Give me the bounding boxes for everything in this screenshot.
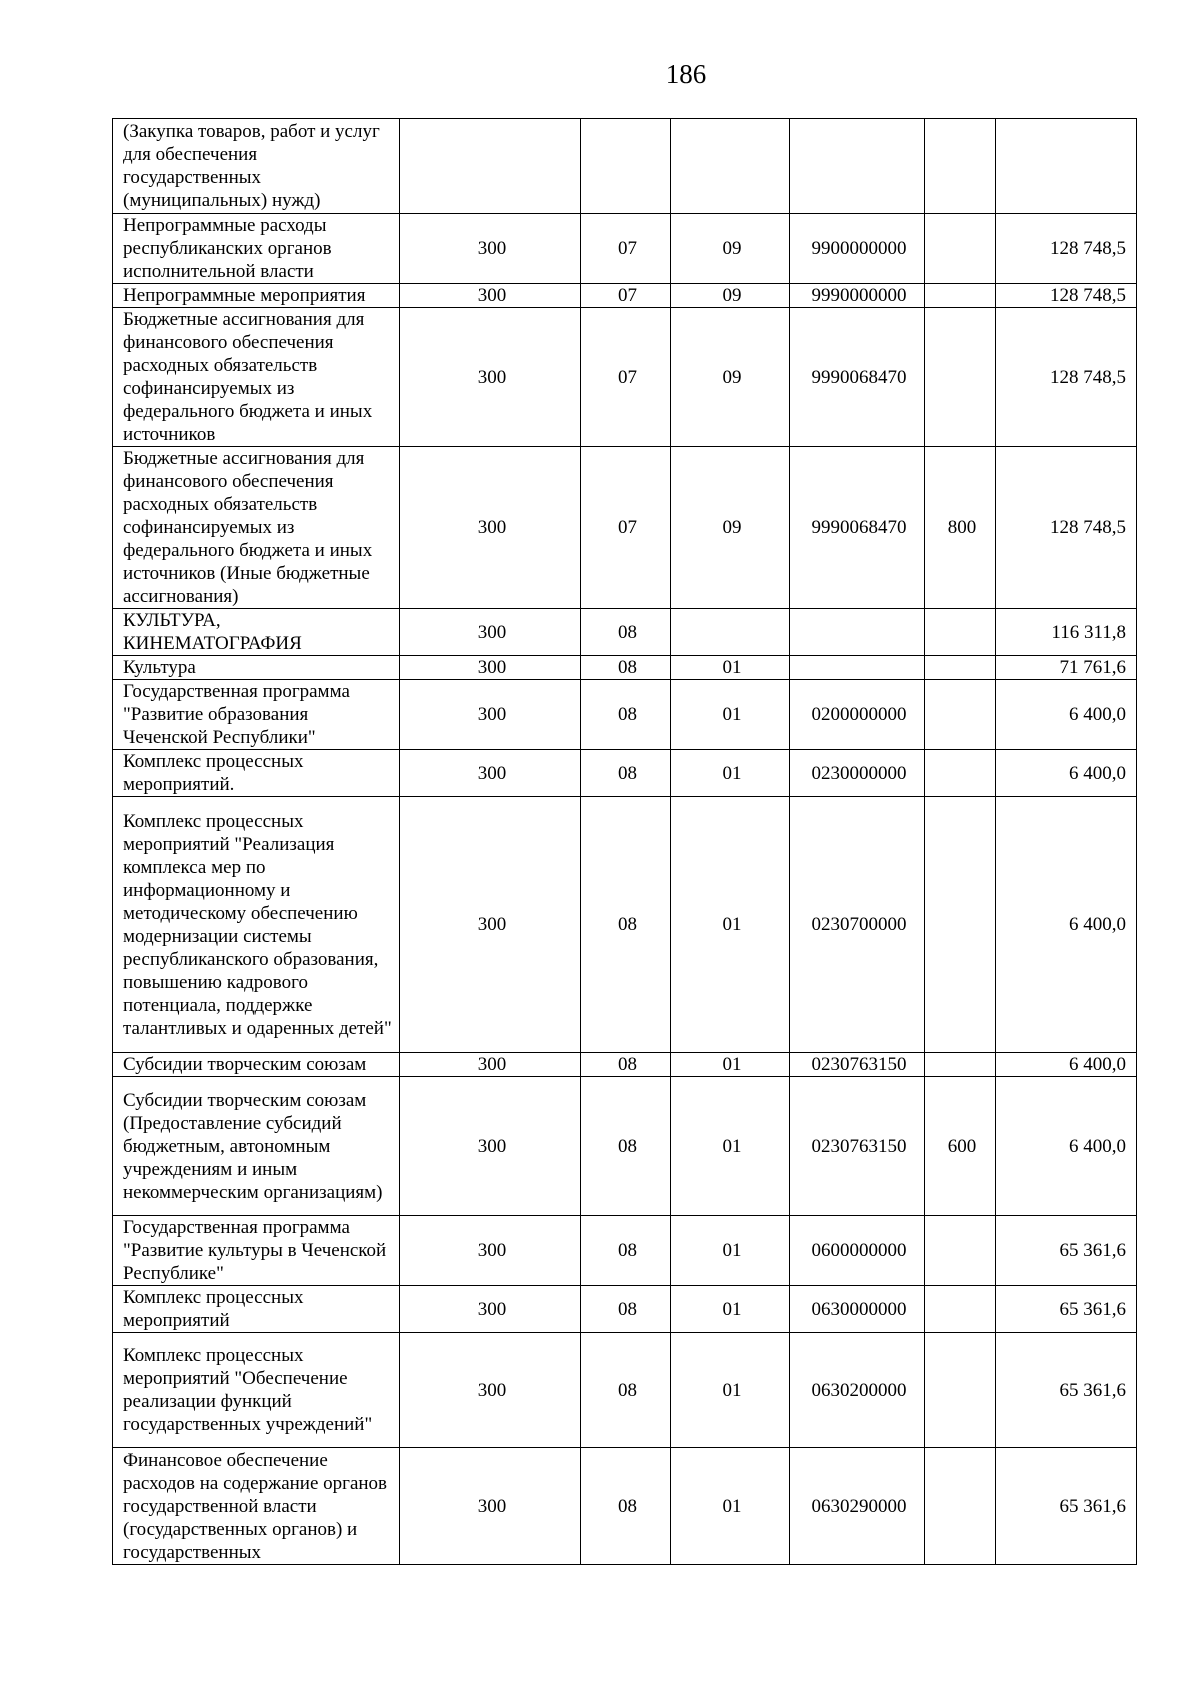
item-name-cell: Культура [113, 656, 400, 680]
table-row [113, 797, 1137, 1053]
item-name-cell: Бюджетные ассигнования для финансового обеспечения расходных обязательств софинансируемых из федерального бюджета и иных источников (Иные бюджетные ассигнования) [113, 447, 400, 609]
target-article-cell [790, 119, 925, 214]
amount-cell: 128 748,5 [996, 284, 1137, 308]
subsection-code-cell: 01 [671, 1286, 790, 1333]
subsection-code-cell: 01 [671, 1053, 790, 1077]
ministry-code-cell [400, 119, 581, 214]
item-name-cell: Субсидии творческим союзам (Предоставление субсидий бюджетным, автономным учреждениям и иным некоммерческим организациям) [113, 1077, 400, 1216]
amount-cell: 65 361,6 [996, 1216, 1137, 1286]
table-row [113, 656, 1137, 680]
amount-cell: 65 361,6 [996, 1448, 1137, 1565]
amount-cell: 65 361,6 [996, 1333, 1137, 1448]
expense-type-cell [925, 214, 996, 284]
ministry-code-cell: 300 [400, 1333, 581, 1448]
expense-type-cell [925, 1448, 996, 1565]
expense-type-cell [925, 750, 996, 797]
section-code-cell: 08 [581, 1077, 671, 1216]
ministry-code-cell: 300 [400, 1216, 581, 1286]
ministry-code-cell: 300 [400, 609, 581, 656]
ministry-code-cell: 300 [400, 308, 581, 447]
item-name-cell: Финансовое обеспечение расходов на содержание органов государственной власти (государственных органов) и государственных [113, 1448, 400, 1565]
amount-cell: 128 748,5 [996, 447, 1137, 609]
section-code-cell: 08 [581, 1333, 671, 1448]
section-code-cell: 08 [581, 750, 671, 797]
subsection-code-cell: 01 [671, 1333, 790, 1448]
expense-type-cell: 800 [925, 447, 996, 609]
section-code-cell [581, 119, 671, 214]
amount-cell: 128 748,5 [996, 308, 1137, 447]
subsection-code-cell: 01 [671, 1077, 790, 1216]
target-article-cell: 0630000000 [790, 1286, 925, 1333]
expense-type-cell [925, 284, 996, 308]
section-code-cell: 07 [581, 284, 671, 308]
subsection-code-cell: 09 [671, 284, 790, 308]
section-code-cell: 08 [581, 680, 671, 750]
table-row [113, 1216, 1137, 1286]
ministry-code-cell: 300 [400, 284, 581, 308]
target-article-cell: 9990068470 [790, 447, 925, 609]
target-article-cell: 0230763150 [790, 1053, 925, 1077]
table-row [113, 284, 1137, 308]
item-name-cell: Государственная программа "Развитие культуры в Чеченской Республике" [113, 1216, 400, 1286]
item-name-cell: Комплекс процессных мероприятий "Реализация комплекса мер по информационному и методическому обеспечению модернизации системы республиканского образования, повышению кадрового потенциала, поддержке талантливых и одаренных детей" [113, 797, 400, 1053]
ministry-code-cell: 300 [400, 447, 581, 609]
amount-cell: 6 400,0 [996, 797, 1137, 1053]
table-row [113, 1053, 1137, 1077]
subsection-code-cell: 01 [671, 797, 790, 1053]
target-article-cell [790, 609, 925, 656]
target-article-cell: 0630290000 [790, 1448, 925, 1565]
table-row [113, 1077, 1137, 1216]
table-row [113, 1333, 1137, 1448]
target-article-cell: 0600000000 [790, 1216, 925, 1286]
section-code-cell: 08 [581, 656, 671, 680]
subsection-code-cell: 09 [671, 447, 790, 609]
table-row [113, 308, 1137, 447]
amount-cell: 6 400,0 [996, 680, 1137, 750]
expense-type-cell [925, 1216, 996, 1286]
target-article-cell: 0230000000 [790, 750, 925, 797]
ministry-code-cell: 300 [400, 797, 581, 1053]
amount-cell: 65 361,6 [996, 1286, 1137, 1333]
budget-table [112, 118, 1137, 1565]
amount-cell [996, 119, 1137, 214]
section-code-cell: 08 [581, 1286, 671, 1333]
item-name-cell: Комплекс процессных мероприятий "Обеспечение реализации функций государственных учреждений" [113, 1333, 400, 1448]
section-code-cell: 07 [581, 447, 671, 609]
table-row [113, 1286, 1137, 1333]
table-row [113, 1448, 1137, 1565]
item-name-cell: Государственная программа "Развитие образования Чеченской Республики" [113, 680, 400, 750]
subsection-code-cell: 01 [671, 680, 790, 750]
target-article-cell: 9990068470 [790, 308, 925, 447]
item-name-cell: КУЛЬТУРА, КИНЕМАТОГРАФИЯ [113, 609, 400, 656]
target-article-cell: 9990000000 [790, 284, 925, 308]
subsection-code-cell: 09 [671, 308, 790, 447]
subsection-code-cell: 01 [671, 656, 790, 680]
expense-type-cell [925, 1333, 996, 1448]
ministry-code-cell: 300 [400, 1053, 581, 1077]
subsection-code-cell [671, 609, 790, 656]
ministry-code-cell: 300 [400, 656, 581, 680]
target-article-cell: 0230763150 [790, 1077, 925, 1216]
expense-type-cell [925, 609, 996, 656]
amount-cell: 6 400,0 [996, 1053, 1137, 1077]
subsection-code-cell: 01 [671, 1216, 790, 1286]
expense-type-cell [925, 308, 996, 447]
item-name-cell: Комплекс процессных мероприятий. [113, 750, 400, 797]
amount-cell: 6 400,0 [996, 750, 1137, 797]
amount-cell: 71 761,6 [996, 656, 1137, 680]
section-code-cell: 08 [581, 797, 671, 1053]
subsection-code-cell: 01 [671, 750, 790, 797]
ministry-code-cell: 300 [400, 680, 581, 750]
amount-cell: 128 748,5 [996, 214, 1137, 284]
expense-type-cell [925, 797, 996, 1053]
amount-cell: 6 400,0 [996, 1077, 1137, 1216]
section-code-cell: 08 [581, 1216, 671, 1286]
section-code-cell: 08 [581, 1053, 671, 1077]
table-row [113, 214, 1137, 284]
ministry-code-cell: 300 [400, 1286, 581, 1333]
budget-table-body [113, 119, 1137, 1565]
table-row [113, 447, 1137, 609]
subsection-code-cell: 09 [671, 214, 790, 284]
section-code-cell: 08 [581, 609, 671, 656]
amount-cell: 116 311,8 [996, 609, 1137, 656]
table-row [113, 680, 1137, 750]
item-name-cell: (Закупка товаров, работ и услуг для обеспечения государственных (муниципальных) нужд) [113, 119, 400, 214]
ministry-code-cell: 300 [400, 750, 581, 797]
ministry-code-cell: 300 [400, 1448, 581, 1565]
page-number: 186 [665, 59, 707, 89]
target-article-cell [790, 656, 925, 680]
expense-type-cell [925, 656, 996, 680]
target-article-cell: 0200000000 [790, 680, 925, 750]
subsection-code-cell [671, 119, 790, 214]
target-article-cell: 0230700000 [790, 797, 925, 1053]
target-article-cell: 9900000000 [790, 214, 925, 284]
subsection-code-cell: 01 [671, 1448, 790, 1565]
expense-type-cell: 600 [925, 1077, 996, 1216]
ministry-code-cell: 300 [400, 1077, 581, 1216]
section-code-cell: 07 [581, 308, 671, 447]
table-row [113, 750, 1137, 797]
item-name-cell: Комплекс процессных мероприятий [113, 1286, 400, 1333]
table-row [113, 119, 1137, 214]
expense-type-cell [925, 1053, 996, 1077]
section-code-cell: 08 [581, 1448, 671, 1565]
target-article-cell: 0630200000 [790, 1333, 925, 1448]
expense-type-cell [925, 1286, 996, 1333]
expense-type-cell [925, 680, 996, 750]
item-name-cell: Непрограммные расходы республиканских органов исполнительной власти [113, 214, 400, 284]
item-name-cell: Непрограммные мероприятия [113, 284, 400, 308]
item-name-cell: Субсидии творческим союзам [113, 1053, 400, 1077]
table-row [113, 609, 1137, 656]
section-code-cell: 07 [581, 214, 671, 284]
ministry-code-cell: 300 [400, 214, 581, 284]
expense-type-cell [925, 119, 996, 214]
item-name-cell: Бюджетные ассигнования для финансового обеспечения расходных обязательств софинансируемых из федерального бюджета и иных источников [113, 308, 400, 447]
